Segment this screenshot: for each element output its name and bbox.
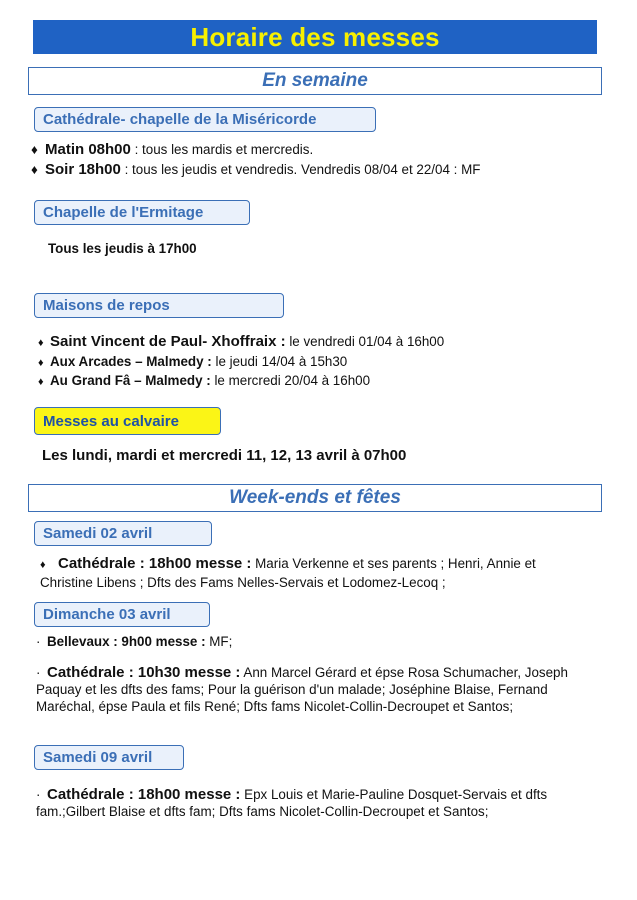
ermitage-subheading: Chapelle de l'Ermitage — [34, 200, 250, 225]
samedi-02-subheading: Samedi 02 avril — [34, 521, 212, 546]
weekend-heading: Week-ends et fêtes — [28, 484, 602, 512]
list-item: ♦ Cathédrale : 18h00 messe : Maria Verkenne et ses parents ; Henri, Annie et Christine Libens ; Dfts des Fams Nelles-Servais et Lodomez-Lecoq ; — [40, 555, 536, 590]
list-item: ♦ Aux Arcades – Malmedy : le jeudi 14/04 à 15h30 — [38, 354, 348, 369]
list-item: · Bellevaux : 9h00 messe : MF; — [36, 634, 233, 649]
list-item: · Cathédrale : 10h30 messe : Ann Marcel Gérard et épse Rosa Schumacher, Joseph Paquay et les dfts des fams; Pour la guérison d'un malade; Joséphine Blaise, Fernand Maréchal, épse Paula et fils René; Dfts fams Nicolet-Collin-Decroupet et Santos; — [36, 664, 568, 714]
list-item: ♦ Matin 08h00 : tous les mardis et mercredis. — [31, 141, 314, 158]
dimanche-03-subheading: Dimanche 03 avril — [34, 602, 210, 627]
page-title-bar — [33, 20, 597, 54]
calvaire-text: Les lundi, mardi et mercredi 11, 12, 13 avril à 07h00 — [42, 447, 407, 464]
cathedrale-subheading: Cathédrale- chapelle de la Miséricorde — [34, 107, 376, 132]
ermitage-text: Tous les jeudis à 17h00 — [48, 241, 197, 256]
maisons-subheading: Maisons de repos — [34, 293, 284, 318]
list-item: ♦ Soir 18h00 : tous les jeudis et vendredis. Vendredis 08/04 et 22/04 : MF — [31, 161, 481, 178]
samedi-09-subheading: Samedi 09 avril — [34, 745, 184, 770]
list-item: · Cathédrale : 18h00 messe : Epx Louis et Marie-Pauline Dosquet-Servais et dfts fam.;Gilbert Blaise et dfts fam; Dfts fams Nicolet-Collin-Decroupet et Santos; — [36, 786, 548, 819]
list-item: ♦ Saint Vincent de Paul- Xhoffraix : le vendredi 01/04 à 16h00 — [38, 333, 445, 350]
page-title: Horaire des messes — [190, 21, 440, 52]
calvaire-subheading: Messes au calvaire — [34, 407, 221, 435]
list-item: ♦ Au Grand Fâ – Malmedy : le mercredi 20/04 à 16h00 — [38, 373, 371, 388]
weekday-heading: En semaine — [28, 67, 602, 95]
